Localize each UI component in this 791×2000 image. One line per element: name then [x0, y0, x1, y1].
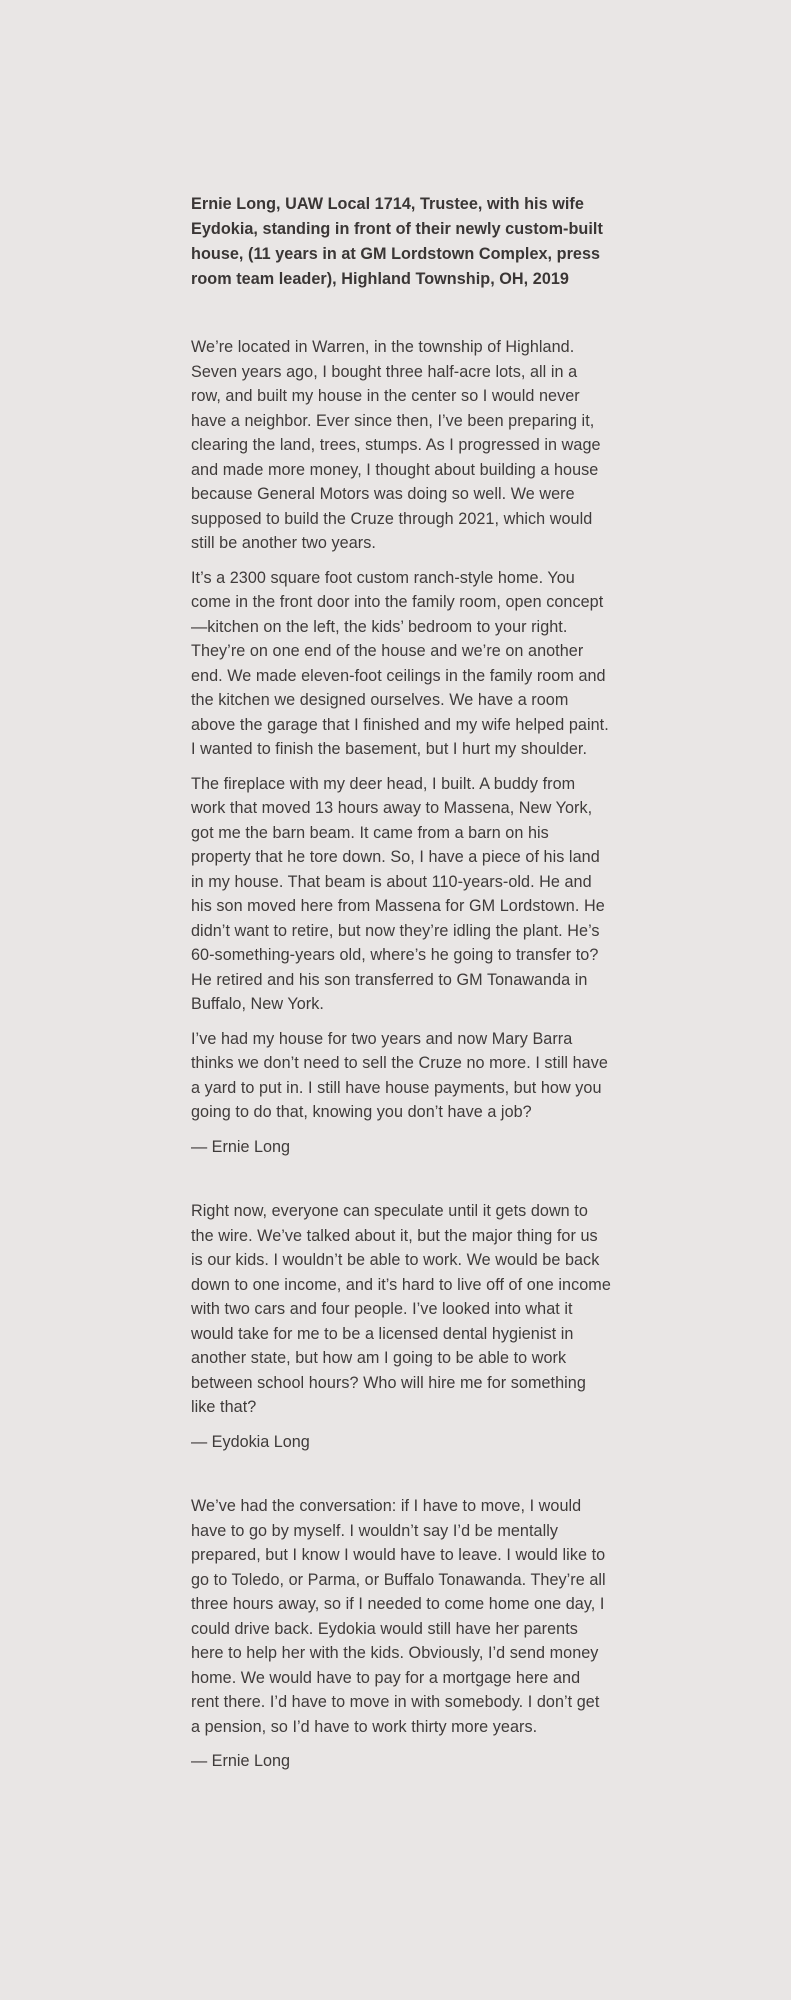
quote-attribution: — Ernie Long: [191, 1137, 290, 1156]
document-text-column: [191, 192, 611, 1814]
quote-paragraph: Right now, everyone can speculate until it gets down to the wire. We’ve talked about it, but the major thing for us is our kids. I wouldn’t be able to work. We would be back down to one income, and it’s hard to live off of one income with two cars and four people. I’ve looked into what it would take for me to be a licensed dental hygienist in another state, but how am I going to be able to work between school hours? Who will hire me for something like that?: [191, 1202, 611, 1416]
quote-paragraph: We’re located in Warren, in the township of Highland. Seven years ago, I bought three half-acre lots, all in a row, and built my house in the center so I would never have a neighbor. Ever since then, I’ve been preparing it, clearing the land, trees, stumps. As I progressed in wage and made more money, I thought about building a house because General Motors was doing so well. We were supposed to build the Cruze through 2021, which would still be another two years.: [191, 338, 601, 552]
quote-attribution: — Eydokia Long: [191, 1432, 310, 1451]
quote-eydokia-long: [191, 1199, 611, 1454]
quote-paragraph: It’s a 2300 square foot custom ranch-style home. You come in the front door into the family room, open concept—kitchen on the left, the kids’ bedroom to your right. They’re on one end of the house and we’re on another end. We made eleven-foot ceilings in the family room and the kitchen we designed ourselves. We have a room above the garage that I finished and my wife helped paint. I wanted to finish the basement, but I hurt my shoulder.: [191, 568, 609, 758]
quote-ernie-long-1: [191, 335, 611, 1159]
quote-paragraph: I’ve had my house for two years and now Mary Barra thinks we don’t need to sell the Cruze no more. I still have a yard to put in. I still have house payments, but how you going to do that, knowing you don’t have a job?: [191, 1029, 608, 1121]
quote-attribution: — Ernie Long: [191, 1752, 290, 1770]
quote-paragraph: We’ve had the conversation: if I have to move, I would have to go by myself. I wouldn’t say I’d be mentally prepared, but I know I would have to leave. I would like to go to Toledo, or Parma, or Buffalo Tonawanda. They’re all three hours away, so if I needed to come home one day, I could drive back. Eydokia would still have her parents here to help her with the kids. Obviously, I’d send money home. We would have to pay for a mortgage here and rent there. I’d have to move in with somebody. I don’t get a pension, so I’d have to work thirty more years.: [191, 1497, 606, 1736]
quote-ernie-long-2: [191, 1494, 611, 1774]
photo-caption: Ernie Long, UAW Local 1714, Trustee, with his wife Eydokia, standing in front of their newly custom-built house, (11 years in at GM Lordstown Complex, press room team leader), Highland Township, OH, 2019: [191, 195, 603, 288]
quote-paragraph: The fireplace with my deer head, I built. A buddy from work that moved 13 hours away to Massena, New York, got me the barn beam. It came from a barn on his property that he tore down. So, I have a piece of his land in my house. That beam is about 110-years-old. He and his son moved here from Massena for GM Lordstown. He didn’t want to retire, but now they’re idling the plant. He’s 60-something-years old, where’s he going to transfer to? He retired and his son transferred to GM Tonawanda in Buffalo, New York.: [191, 774, 605, 1013]
